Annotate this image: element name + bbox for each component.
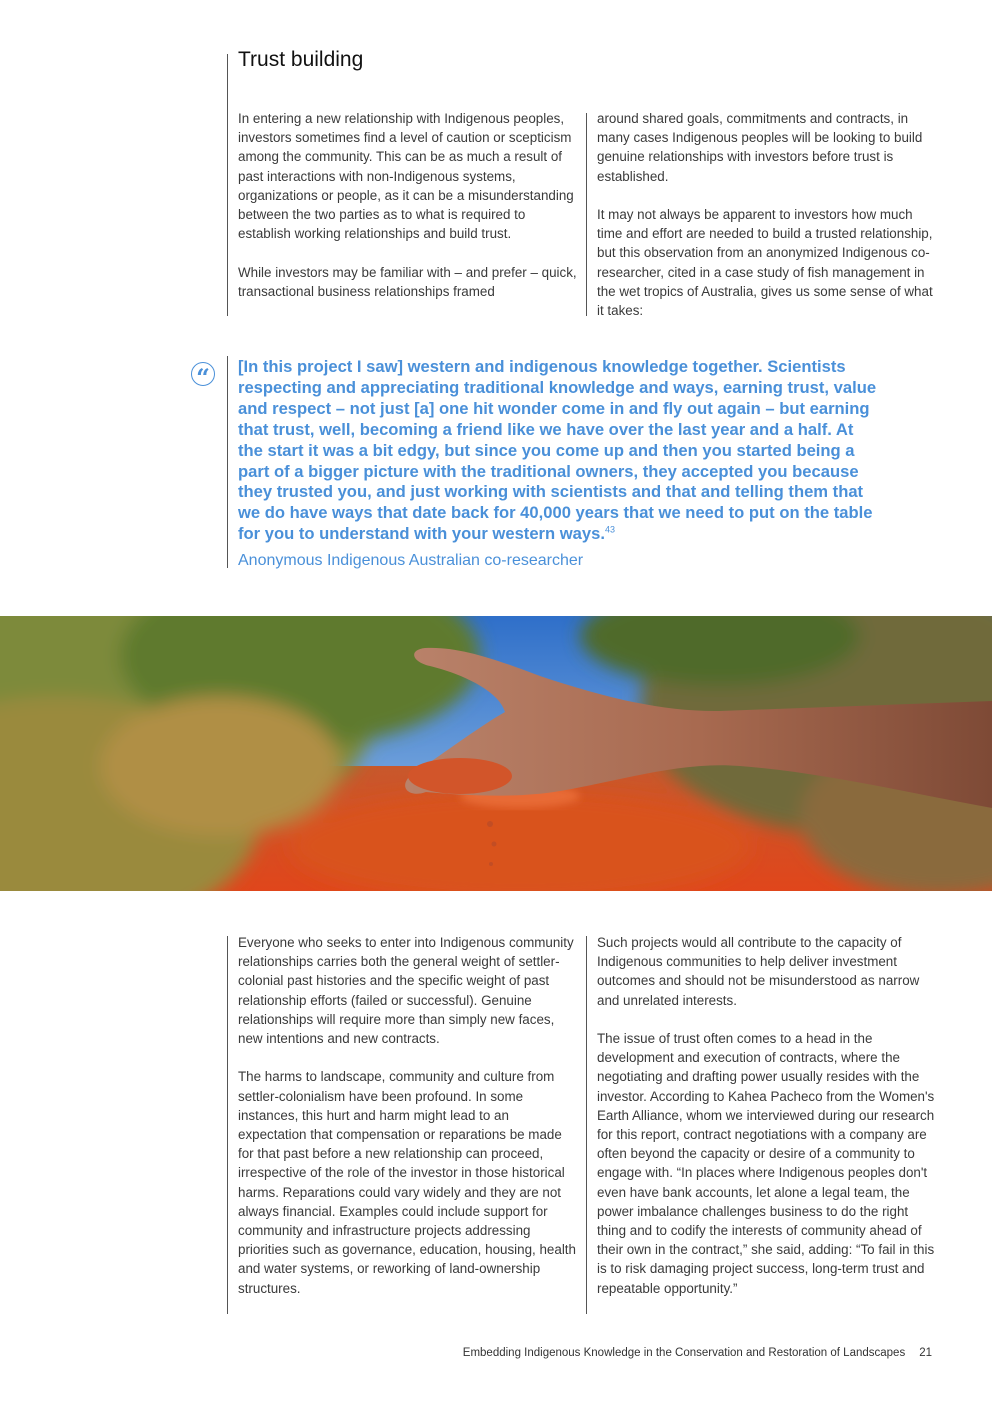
footnote-marker: 43 xyxy=(604,524,615,535)
paragraph: Such projects would all contribute to the capacity of Indigenous communities to help deliver investment outcomes and should not be misunderstood as narrow and unrelated interests. xyxy=(597,935,920,1008)
section1-right-column xyxy=(597,109,937,320)
quote-rule xyxy=(227,356,228,568)
page-number: 21 xyxy=(919,1347,932,1359)
paragraph: around shared goals, commitments and contracts, in many cases Indigenous peoples will be looking to build genuine relationships with investors before trust is established. xyxy=(597,111,923,184)
paragraph: In entering a new relationship with Indigenous peoples, investors sometimes find a level of caution or scepticism among the community. This can be as much a result of past interactions with non-Indigenous systems, organizations or people, as it can be a misunderstanding between the two parties as to what is required to establish working relationships and build trust. xyxy=(238,111,574,242)
pull-quote-text: [In this project I saw] western and indigenous knowledge together. Scientists respecting and appreciating traditional knowledge and ways, earning trust, value and respect – not just [a] one hit wonder come in and fly out again – but earning that trust, well, becoming a friend like we have over the last year and a half. At the start it was a bit edgy, but since you come up and then you started being a part of a bigger picture with the traditional owners, they accepted you because they trusted you, and just working with scientists and that and telling them that we do have ways that date back for 40,000 years that we need to put on the table for you to understand with your western ways. xyxy=(238,357,877,544)
paragraph: The issue of trust often comes to a head in the development and execution of contracts, where the negotiating and drafting power usually resides with the investor. According to Kahea Pacheco from the Women's Earth Alliance, whom we interviewed during our research for this report, contract negotiations with a company are often beyond the capacity or desire of a community to engage with. “In places where Indigenous peoples don't even have bank accounts, let alone a legal team, the power imbalance challenges business to do the right thing and to codify the interests of community ahead of their own in the contract,” she said, adding: “To fail in this is to risk damaging project success, long-term trust and repeatable opportunity.” xyxy=(597,1031,935,1296)
quote-mark-icon: “ xyxy=(191,362,215,386)
hand-with-red-soil-photo xyxy=(0,616,992,891)
section1-left-column xyxy=(238,109,578,301)
section2-left-column xyxy=(238,933,578,1298)
page-heading: Trust building xyxy=(238,48,364,71)
footer-title: Embedding Indigenous Knowledge in the Conservation and Restoration of Landscapes xyxy=(462,1347,906,1359)
paragraph: The harms to landscape, community and culture from settler-colonialism have been profound. In some instances, this hurt and harm might lead to an expectation that compensation or reparations be made for that past before a new relationship can proceed, irrespective of the role of the investor in those historical harms. Reparations could vary widely and they are not always financial. Examples could include support for community and infrastructure projects addressing priorities such as governance, education, housing, health and water systems, or reworking of land-ownership structures. xyxy=(238,1069,576,1296)
section2-left-rule xyxy=(227,936,228,1314)
page-footer xyxy=(463,1347,932,1359)
quote-attribution: Anonymous Indigenous Australian co-researcher xyxy=(238,552,584,569)
section2-right-column xyxy=(597,933,937,1298)
paragraph: Everyone who seeks to enter into Indigenous community relationships carries both the general weight of settler-colonial past histories and the specific weight of past relationship efforts (failed or successful). Genuine relationships will require more than simply new faces, new intentions and new contracts. xyxy=(238,935,574,1047)
pull-quote xyxy=(238,357,878,545)
heading-rule xyxy=(227,54,228,316)
paragraph: While investors may be familiar with – and prefer – quick, transactional business relationships framed xyxy=(238,264,577,299)
paragraph: It may not always be apparent to investors how much time and effort are needed to build a trusted relationship, but this observation from an anonymized Indigenous co-researcher, cited in a case study of fish management in the wet tropics of Australia, gives us some sense of what it takes: xyxy=(597,207,933,319)
section1-column-divider xyxy=(586,113,587,316)
section2-column-divider xyxy=(586,936,587,1314)
